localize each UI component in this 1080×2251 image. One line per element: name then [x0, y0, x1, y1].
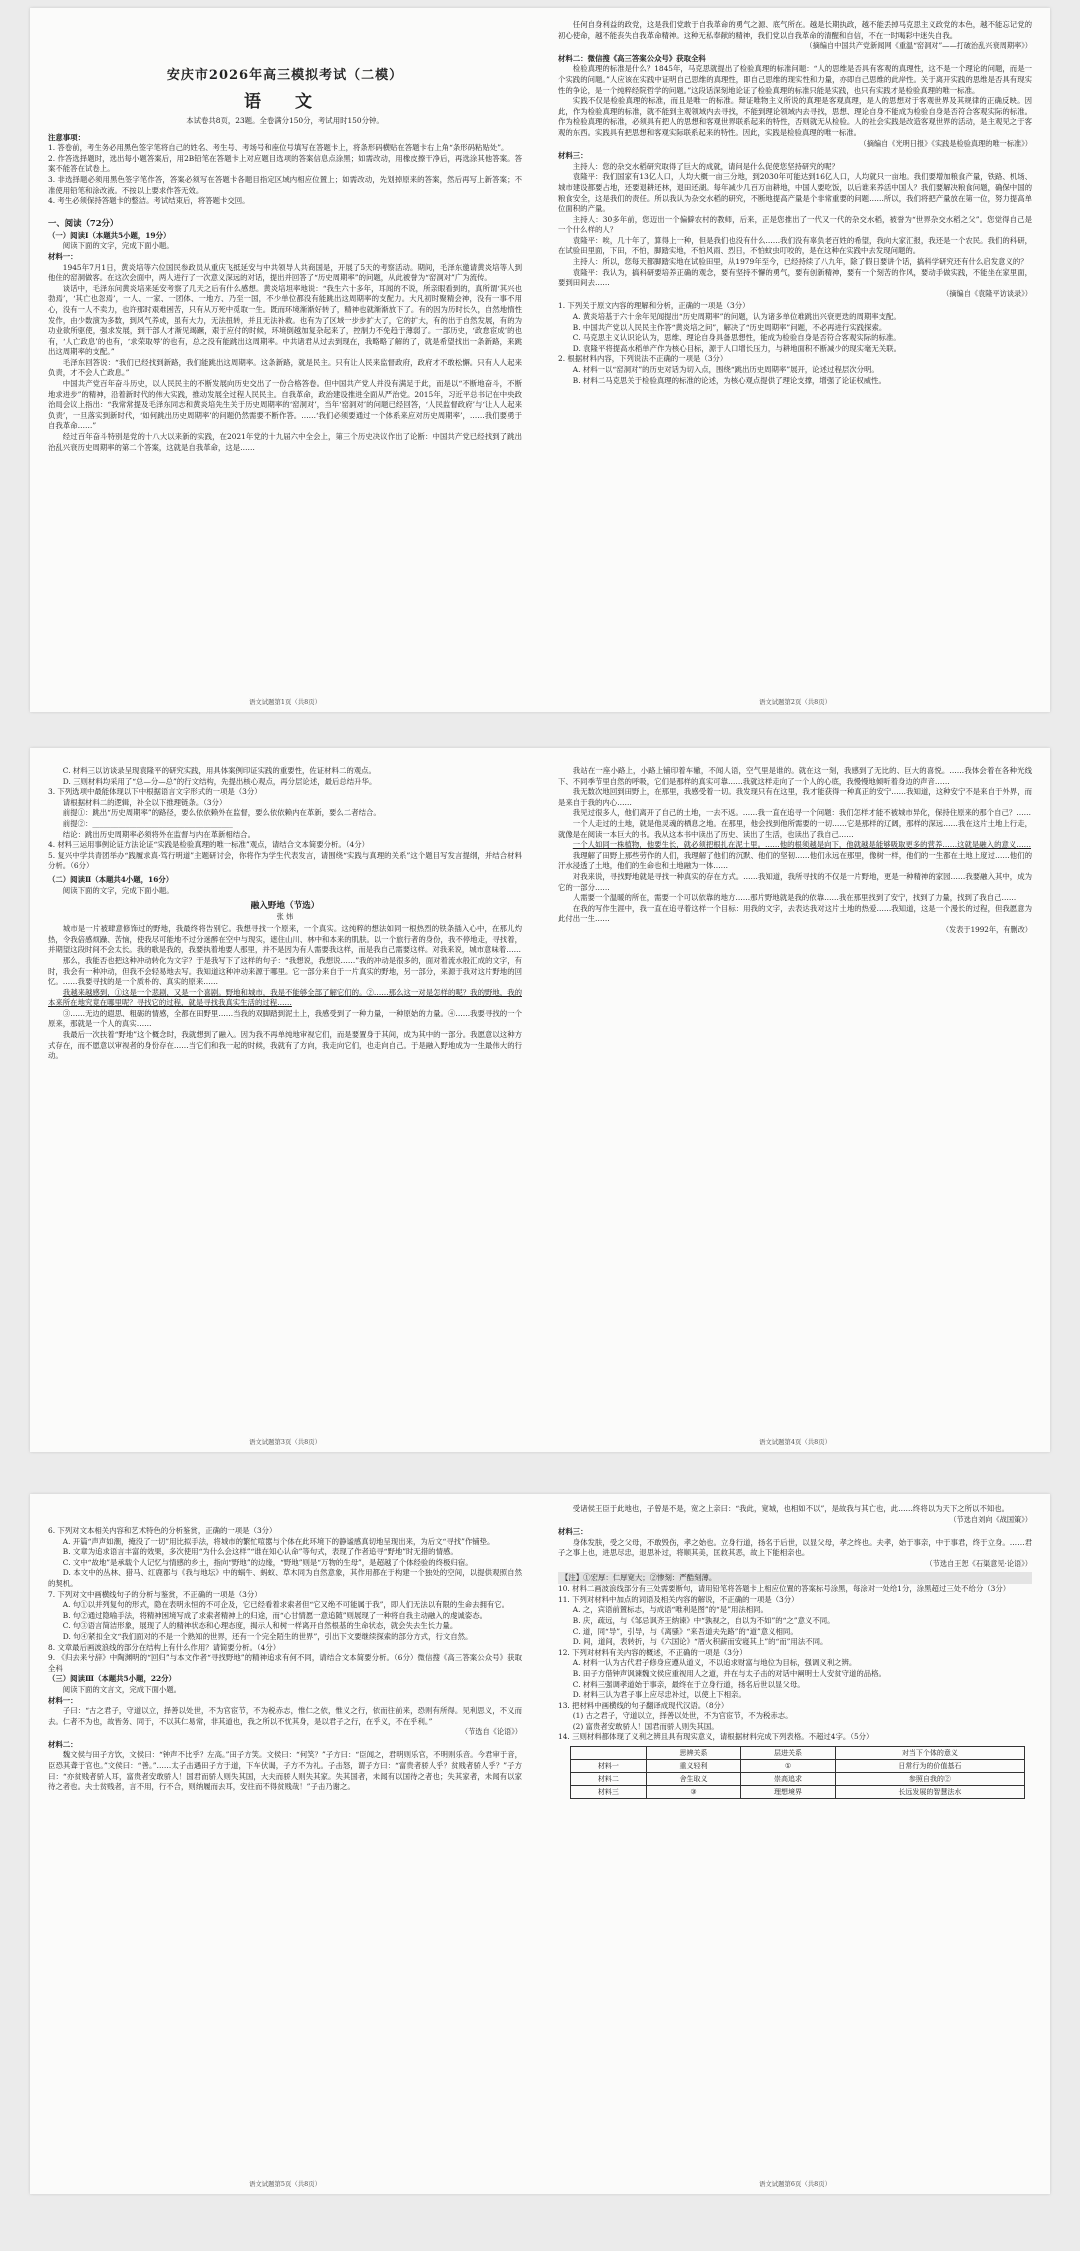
subsection-heading: （二）阅读Ⅱ（本题共4小题，16分） [48, 874, 174, 884]
classical-text: 受诸侯王臣于此地也，子曾是不是，宽之上亲曰：“我此，宽城，也相如不以”，是故我与其亡也，此……终将以为天下之所以不知也。 [572, 1504, 1010, 1513]
passage-paragraph: 1945年7月1日，黄炎培等六位国民参政员从重庆飞抵延安与中共领导人共商国是，开展了5天的考察活动。期间，毛泽东邀请黄炎培等人到他住的窑洞做客。在这次会面中，两人进行了一次意义深远的对话，提出并回答了“历史周期率”的问题，从此被誉为“窑洞对”广为流传。 [48, 262, 522, 283]
table-cell: 参照自我的② [835, 1773, 1024, 1786]
subject-title: 语 文 [244, 92, 326, 112]
option: D. 袁隆平将提高水稻单产作为核心目标，源于人口增长压力，与耕地面积不断减少的现实毫无关联。 [572, 343, 901, 353]
classical-text: 子曰：“古之君子，守道以立，择善以处世，不为官宦节，不为税赤志，惟仁之依，惟义之行，依而往前来，恐则有所得。见利思义，不义而去。仁者不为也，故皆务、同于，不以其仁易常，非其道也，我之所以不忧其身，是以君子之行，在乎义，不在乎利。” [48, 1706, 522, 1726]
reasoning-line: 前提①：跳出“历史周期率”的路径，要么依依赖外在监督，要么依依赖内在革新，要么二者结合。 [62, 808, 381, 818]
table-cell: 长远发展的智慧法水 [835, 1786, 1024, 1799]
table-cell: 日常行为的价值基石 [835, 1760, 1024, 1773]
passage-paragraph: 任何自身利益的政党，这是我们党敢于自我革命的勇气之源、底气所在。越是长期执政，越不能丢掉马克思主义政党的本色，越不能忘记党的初心使命，越不能丧失自我革命精神。这种无私奉献的精神，我们党以自我革命的清醒和自信，不在一时喝彩中迷失自我。 [558, 20, 1032, 40]
question-5: 5. 复兴中学共青团举办“践履求真·笃行明道”主题研讨会，你将作为学生代表发言，请围绕“实践与真理的关系”这个题目写发言提纲，并结合材料分析。（6分） [48, 850, 522, 871]
option: A. 句①以并列复句的形式，隐在表明永恒的不可企及，它已经看着求索者但“它又绝不可能属于我”，即人们无法以有限的生命去拥有它。 [62, 1600, 510, 1610]
source-citation: （发表于1992年，有删改） [941, 924, 1032, 934]
passage-paragraph: 毛泽东回答说：“我们已经找到新路，我们能跳出这周期率。这条新路，就是民主。只有让人民来监督政府，政府才不敢松懈。只有人人起来负责，才不会人亡政息。” [48, 357, 522, 378]
essay-paragraph: 人需要一个温暖的所在，需要一个可以依靠的地方……那片野地就是我的依靠……我在那里找到了安宁，找到了力量，找到了我自己…… [572, 893, 1017, 903]
source-citation: （摘编自中国共产党新闻网《重温“窑洞对”——打破治乱兴衰周期率》） [805, 41, 1032, 51]
page-footer: 语文试题第3页（共8页） [248, 1438, 322, 1446]
essay-paragraph: 我站在一座小路上，小路上铺印着车辙，不闻人语，空气里是谁的。就在这一刻，我感到了无比的、巨大的喜悦。……我体会着在各种光线下、不同季节里自然的呼吸，它们是那样的真实可靠……我就这样走向了一个人的心底，我慢慢地倾听着身边的声音…… [558, 766, 1032, 786]
question-10: 10. 材料二画波浪线部分有三处需要断句，请用铅笔将答题卡上相应位置的答案标号涂黑，每涂对一处给1分，涂黑超过三处不给分（3分） [558, 1584, 1011, 1594]
question-2: 2. 根据材料内容，下列说法不正确的一项是（3分） [558, 354, 728, 364]
instruction: 阅读下面的文字，完成下面小题。 [62, 241, 174, 251]
page3-left-column [30, 1494, 540, 2194]
table-header-cell [571, 1747, 647, 1760]
passage-paragraph: 谈话中，毛泽东问黄炎培来延安考察了几天之后有什么感想。黄炎培坦率地说：“我生六十多年，耳闻的不说，所亲眼看到的，真所谓‘其兴也勃焉’，‘其亡也忽焉’，一人、一家、一团体、一地方、乃至一国，不少单位都没有能跳出这周期率的支配力。大凡初时聚精会神，没有一事不用心，没有一人不卖力，也许那时艰难困苦，只有从万死中觅取一生。既而环境渐渐好转了，精神也就渐渐放下了。有的因为历时长久，自然地惰性发作，由少数演为多数，到风气养成，虽有大力，无法扭转，并且无法补救。也有为了区域一步步扩大了，它的扩大，有的出于自然发展，有的为功业欲所驱使，强求发展，到干部人才渐见竭蹶，艰于应付的时候，环境倒越加复杂起来了，控制力不免趋于薄弱了。一部历史，‘政怠宦成’的也有，‘人亡政息’的也有，‘求荣取辱’的也有，总之没有能跳出这周期率。中共诸君从过去到现在，我略略了解的了，就是希望找出一条新路，来跳出这周期率的支配。” [48, 283, 522, 357]
question-3-text: 请根据材料二的逻辑，补全以下推理链条。（3分） [62, 797, 227, 807]
table-header-cell: 思辨关系 [646, 1747, 741, 1760]
material-heading: 材料一： [48, 251, 78, 261]
question-11: 11. 下列对材料中加点的词语及相关内容的解说，不正确的一项是（3分） [558, 1594, 799, 1604]
source-citation: （摘编自《袁隆平访谈录》） [942, 288, 1032, 298]
question-6: 6. 下列对文本相关内容和艺术特色的分析鉴赏，正确的一项是（3分） [48, 1526, 277, 1535]
option: A. 材料一以“窑洞对”的历史对话为切入点，围绕“跳出历史周期率”展开，论述过程层次分明。 [572, 365, 879, 374]
reasoning-line: 前提②：______________________________________ [62, 818, 233, 828]
instruction: 阅读下面的文字，完成下面小题。 [62, 885, 174, 895]
table-cell: 理想境界 [741, 1786, 836, 1799]
page-footer: 语文试题第5页（共8页） [248, 2180, 322, 2188]
page2-right-column [540, 748, 1050, 1452]
table-cell: 舍生取义 [646, 1773, 741, 1786]
table-header-cell: 层进关系 [741, 1747, 836, 1760]
exam-page-2 [30, 748, 1050, 1452]
page-footer: 语文试题第1页（共8页） [248, 698, 322, 706]
passage-paragraph: 中国共产党百年奋斗历史，以人民民主的不断发展向历史交出了一份合格答卷。但中国共产党人并没有满足于此，而是以“不断地奋斗，不断地求进步”的精神，沿着新时代的伟大实践，推动发展全过程人民民主。自我革命，政治建设推进全面从严治党。2015年，习近平总书记在中央政治局会议上指出：“我常常提及毛泽东同志和黄炎培先生关于历史周期率的‘窑洞对’，当年‘窑洞对’的问题已经回答，‘人民监督政府’与‘让人人起来负责’，一旦落实到新时代，‘如何跳出历史周期率’的问题仍然需要不断作答。……‘我们必须要通过一个体系来应对历史周期率’，……我们要勇于自我革命……” [48, 379, 522, 431]
subsection-heading: （三）阅读Ⅲ（本题共5小题，22分） [48, 1674, 176, 1684]
notice-item: 1. 答卷前，考生务必用黑色签字笔将自己的姓名、考生号、考场号和座位号填写在答题卡上，将条形码横贴在答题卡右上角“条形码粘贴处”。 [48, 143, 509, 153]
option: B. 材料二马克思关于检验真理的标准的论述，为核心观点提供了理论支撑，增强了论证权威性。 [572, 375, 886, 385]
interview-line: 袁隆平：我们国家有13亿人口，人均大概一亩三分地，到2030年可能达到16亿人口，人均就只一亩地。我们要增加粮食产量，铁路、机场、城市建设都要占地，还要退耕还林，退田还湖。每年减少几百万亩耕地，中国人要吃饭，以后谁来养活中国人？我们要解决粮食问题，确保中国的粮食安全，这是我们的责任。所以我认为杂交水稻的研究，不断地提高产量是个非常重要的问题……所以，我们将把产量放在第一位，努力提高单位面积的产量。 [558, 172, 1032, 214]
option: D. 材料三认为君子事上应尽忠补过，以使上下相亲。 [572, 1690, 746, 1700]
essay-paragraph: 我无数次地回到田野上，在那里，我感受着一切。我发现只有在这里，我才能获得一种真正的安宁……我知道，这种安宁不是来自于外界，而是来自于我的内心…… [558, 787, 1032, 807]
passage-paragraph: 实践不仅是检验真理的标准，而且是唯一的标准。辩证唯物主义所说的真理是客观真理，是人的思想对于客观世界及其规律的正确反映。因此，作为检验真理的标准，就不能到主观领域内去寻找，不能到理论领域内去寻找，思想、理论自身不能成为检验自身是否符合客观实际的标准。作为检验真理的标准，必须具有把人的思想和客观世界联系起来的特性，否则就无从检验。人的社会实践是改造客观世界的活动，是主观见之于客观的东西。实践具有把思想和客观实际联系起来的特性。因此，实践是检验真理的唯一标准。 [558, 96, 1032, 137]
table-cell: ① [741, 1760, 836, 1773]
option: B. 中国共产党以人民民主作答“黄炎培之问”，解决了“历史周期率”问题，不必再进行实践探索。 [572, 322, 887, 332]
material-heading: 材料一： [48, 1695, 78, 1705]
source-citation: （节选自《论语》） [460, 1727, 522, 1737]
translation-item: (2) 富贵者安敢骄人！国君而骄人则失其国。 [572, 1721, 719, 1731]
option: C. 材料三以访谈录呈现袁隆平的研究实践，用具体案例印证实践的重要性，佐证材料二的观点。 [62, 766, 376, 775]
material-heading: 材料二：微信搜《高三答案公众号》获取全科 [558, 53, 706, 63]
page-footer: 语文试题第2页（共8页） [758, 698, 832, 706]
essay-paragraph: 我最后一次扶着“野地”这个概念时，我就想到了融入。因为我不再单纯地审视它们，而是要置身于其间，成为其中的一部分。我愿意以这种方式存在，而不愿意以审视者的身份存在……当它们和我一起的时候，我就有了方向，我走向它们，也走向自己。于是融入野地成为一生最伟大的行动。 [48, 1030, 522, 1061]
annotation-note: 【注】①宏厚：仁厚宽大；②惨刻：严酷刻薄。 [558, 1572, 1032, 1585]
interview-line: 袁隆平：我认为，搞科研要培养正确的观念，要有坚持不懈的勇气，要有创新精神，要有一个刻苦的作风，要动手做实践，不能坐在家里面，要到田间去…… [558, 267, 1032, 288]
option: B. 田子方借钟声讽谏魏文侯应重视用人之道，并在与太子击的对话中阐明士人安贫守道的品格。 [572, 1668, 886, 1678]
instruction: 阅读下面的文言文，完成下面小题。 [62, 1684, 182, 1694]
exam-page-3 [30, 1494, 1050, 2194]
page1-right-column [540, 8, 1050, 712]
question-13: 13. 把材料中画横线的句子翻译成现代汉语。（8分） [558, 1700, 729, 1710]
page-footer: 语文试题第4页（共8页） [758, 1438, 832, 1446]
essay-title: 融入野地（节选） [250, 901, 320, 912]
option: A. 开篇“声声如潮，掩没了一切”用比拟手法，将城市的繁忙喧嚣与个体在此环境下的静谧感真切地呈现出来，为后文“寻找”作铺垫。 [62, 1536, 495, 1546]
table-row [571, 1773, 1025, 1786]
essay-paragraph: 我见过很多人，他们离开了自己的土地，一去不返。……我一直在追寻一个问题：我们怎样才能不被城市异化，保持住原来的那个自己？…… [572, 808, 1032, 818]
passage-paragraph: 经过百年奋斗特别是党的十八大以来新的实践，在2021年党的十九届六中全会上，第三个历史决议作出了论断：中国共产党已经找到了跳出治乱兴衰历史周期率的第二个答案，这就是自我革命，这是…… [48, 432, 522, 452]
notice-item: 2. 作答选择题时，选出每小题答案后，用2B铅笔在答题卡上对应题目选项的答案信息点涂黑；如需改动，用橡皮擦干净后，再选涂其他答案。答案不能答在试卷上。 [48, 153, 522, 174]
table-cell: 材料三 [571, 1786, 647, 1799]
option: B. 庆，疏远，与《邹忌讽齐王纳谏》中“孰视之，自以为不如”的“之”意义不同。 [572, 1615, 835, 1625]
question-12: 12. 下列对材料有关内容的概述，不正确的一项是（3分） [558, 1647, 747, 1657]
essay-paragraph: ③……无边的遐思、粗砺的情感，全都在田野里……当我的双脚踏到泥土上，我感受到了一种力量，一种原始的力量。④……我要寻找的一个原来，那就是一个人的真实…… [48, 1008, 522, 1029]
option: D. 间，道间，表转折，与《六国论》“厝火积薪而安寝其上”的“而”用法不同。 [572, 1637, 828, 1647]
option: A. 之，宾语前置标志，与成语“唯利是图”的“是”用法相同。 [572, 1605, 768, 1615]
page1-left-column [30, 8, 540, 712]
question-14: 14. 三则材料都体现了义利之辨且具有现实意义，请根据材料完成下列表格。不超过4字。（5分） [558, 1732, 874, 1742]
essay-paragraph: 对我来说，寻找野地就是寻找一种真实的存在方式。……我知道，我所寻找的不仅是一片野地，更是一种精神的家园……我要融入其中，成为它的一部分…… [558, 871, 1032, 892]
notice-item: 3. 非选择题必须用黑色签字笔作答，答案必须写在答题卡各题目指定区域内相应位置上；如需改动，先划掉原来的答案，然后再写上新答案；不准使用铅笔和涂改液。不按以上要求作答无效。 [48, 174, 522, 195]
exam-page-1 [30, 8, 1050, 712]
table-cell: ③ [646, 1786, 741, 1799]
material-heading: 材料三： [558, 1527, 588, 1537]
question-3: 3. 下列选项中最能体现以下中根据语言文字形式的一项是（3分） [48, 787, 262, 797]
passage-paragraph: 检验真理的标准是什么？1845年，马克思就提出了检验真理的标准问题：“人的思维是否具有客观的真理性，这不是一个理论的问题，而是一个实践的问题。”人应该在实践中证明自己思维的真理性，即自己思维的现实性和力量，亦即自己思维的此岸性。关于离开实践的思维是否具有现实性的争论，是一个纯粹经院哲学的问题。”这段话深刻地论证了检验真理的标准只能是实践，也只有实践才是检验真理的唯一标准。 [558, 64, 1032, 95]
option: C. 材料三强调孝道始于事亲，最终在于立身行道，扬名后世以显父母。 [572, 1679, 805, 1689]
option: D. 本文中的丛林、猎马、红鹿都与《我与地坛》中的蜗牛、蚂蚁、草木同为自然意象，其作用都在于构建一个独处的空间，以提供观照自然的契机。 [48, 1568, 522, 1588]
question-4: 4. 材料三运用事例论证方法论证“实践是检验真理的唯一标准”观点，请结合文本简要分析。（4分） [48, 840, 369, 850]
source-citation: （摘编自《光明日报》《实践是检验真理的唯一标准》） [859, 138, 1032, 148]
table-row [571, 1786, 1025, 1799]
question-9: 9. 《归去来兮辞》中陶渊明的“回归”与本文作者“寻找野地”的精神追求有何不同，请结合文本简要分析。（6分）微信搜《高三答案公众号》获取全科 [48, 1653, 522, 1673]
material-heading: 材料二： [48, 1739, 78, 1749]
classical-text: 身体发肤，受之父母，不敢毁伤，孝之始也。立身行道，扬名于后世，以显父母，孝之终也。夫孝，始于事亲，中于事君，终于立身。……君子之事上也，进思尽忠，退思补过，将顺其美，匡救其恶，故上下能相亲也。 [558, 1537, 1032, 1558]
question-7: 7. 下列对文中画横线句子的分析与鉴赏，不正确的一项是（3分） [48, 1589, 262, 1599]
source-citation: （节选自王恕《石渠意见·论语》） [925, 1558, 1032, 1568]
table-row [571, 1760, 1025, 1773]
option: C. 道，同“导”，引导，与《离骚》“来吾道夫先路”的“道”意义相同。 [572, 1626, 798, 1636]
option: A. 黄炎培基于六十余年见闻提出“历史周期率”的问题，认为诸多单位难跳出兴衰更迭的周期率支配。 [572, 312, 901, 322]
essay-paragraph: 那么，我能否也把这种冲动转化为文字？于是我写下了这样的句子：“我想说，我想说……”我的冲动是很多的，面对着流水般汇成的文字，有时，我会有一种冲动，但我不会轻易地去写。我知道这种冲动来源于哪里。它一部分来自于一片真实的野地，另一部分，来源于我对这片野地的回忆。……我要寻找的是一个质朴的、真实的原来…… [48, 955, 522, 987]
page3-right-column [540, 1494, 1050, 2194]
option: D. 三则材料均采用了“总—分—总”的行文结构，先提出核心观点，再分层论述，最后总结升华。 [62, 776, 377, 786]
page2-left-column [30, 748, 540, 1452]
option: C. 马克思主义认识论认为，思维、理论自身具备思想性，能成为检验自身是否符合客观实际的标准。 [572, 333, 901, 343]
interview-line: 主持人：所以，您每天都脚踏实地在试验田里，从1979年至今，已经持续了八九年，除了假日要讲个话，搞科学研究还有什么启发意义的？ [572, 257, 1028, 267]
exam-title: 安庆市2026年高三模拟考试（二模） [166, 68, 404, 83]
option: B. 句②通过隐喻手法，将精神困境写成了求索者精神上的归途，而“心甘情愿一意追随”则展现了一种将自我主动融入的虔诚姿态。 [62, 1610, 487, 1620]
exam-info: 本试卷共8页，23题。全卷满分150分，考试用时150分钟。 [186, 116, 384, 125]
table-header-cell: 对当下个体的意义 [835, 1747, 1024, 1760]
essay-paragraph: 一个人走过的土地，就是他灵魂的栖息之地。在那里，他会找到他所需要的一切……它是那样的辽阔，那样的深远……我在这片土地上行走，就像是在阅读一本巨大的书。我从这本书中读出了历史、读出了生活，也读出了我自己…… [558, 818, 1032, 839]
table-cell: 崇高追求 [741, 1773, 836, 1786]
table-cell: 材料二 [571, 1773, 647, 1786]
material-heading: 材料三： [558, 151, 588, 161]
table-cell: 重义轻利 [646, 1760, 741, 1773]
essay-author: 张 炜 [276, 912, 294, 922]
question-1: 1. 下列关于原文内容的理解和分析，正确的一项是（3分） [558, 301, 750, 311]
interview-line: 主持人：30多年前，您迈出一个偏僻农村的教师，后来，正是您推出了一代又一代的杂交水稻，被誉为“世界杂交水稻之父”。您觉得自己是一个什么样的人？ [558, 214, 1032, 235]
subsection-heading: （一）阅读Ⅰ（本题共5小题，19分） [48, 230, 171, 240]
option: C. 句③语言简洁形象，展现了人的精神状态和心理态度，揭示人和树一样离开自然根基的生命状态，就会失去生长力量。 [62, 1621, 458, 1631]
essay-paragraph-underlined: 一个人如同一株植物，他要生长，就必须把根扎在泥土里。……他的根须越是向下，他就越是能够吸取更多的营养……这就是融入的意义…… [572, 840, 1032, 850]
page-footer: 语文试题第6页（共8页） [758, 2180, 832, 2188]
option: B. 文章为追求语言丰富的效果，多次使用“为什么会这样”“谁在知心认命”等句式，表现了作者追寻“野地”时无措的情感。 [62, 1547, 458, 1557]
answer-table [570, 1746, 1025, 1799]
question-8: 8. 文章最后画波浪线的部分在结构上有什么作用？请简要分析。（4分） [48, 1642, 281, 1652]
translation-item: (1) 古之君子，守道以立，择善以处世，不为官宦节，不为税赤志。 [572, 1711, 793, 1721]
essay-paragraph-underlined: 我越来越感到，①这是一个悲剧，又是一个喜剧。野地和城市，我是不能够全部了解它们的。②……那么这一对是怎样的呢？我的野地，我的本来所在地究竟在哪里呢？寻找它的过程，就是寻找我真实生活的过程…… [48, 987, 522, 1008]
option: A. 材料一认为古代君子修身应遵从道义，不以追求财富与地位为目标，强调义利之辨。 [572, 1658, 857, 1668]
essay-paragraph: 我理解了田野上那些劳作的人们，我理解了他们的沉默、他们的坚韧……他们永远在那里，像树一样，他们的一生都在土地上度过……他们的汗水浸透了土地，他们的生命也和土地融为一体…… [558, 850, 1032, 871]
notice-heading: 注意事项： [48, 132, 85, 142]
table-cell: 材料一 [571, 1760, 647, 1773]
essay-paragraph: 城市是一片被肆意修饰过的野地，我最终将告别它。我想寻找一个原来，一个真实。这纯粹的想法如同一根热烈的铁条插入心中，在那儿灼热，令我倍感烦躁、苦恼，使我尽可能地不过分迷醉在空中与现实，遮住山川、林中和本来的肌肤。以一个旅行者的身份，我不停地走，寻找着，并期望这段时间不会太长。我的歌是我的，我要执着地要人那里，并不是因为有人需要我这样，而是我自己需要这样。对我来说，城市意味着…… [48, 924, 522, 955]
table-header-row [571, 1747, 1025, 1760]
interview-line: 袁隆平：唉，几十年了，算得上一种，但是我们也没有什么……我们没有辜负老百姓的希望，我向大家汇报，我还是一个农民。我们的科研，在试验田里面，下田，不怕，脚踏实地，不怕风雨、烈日，不怕蚊虫叮咬的，是在这种在实践中去发现问题的。 [558, 235, 1032, 256]
reasoning-line: 结论：跳出历史周期率必须将外在监督与内在革新相结合。 [62, 829, 255, 839]
option: D. 句④紧扣全文“我们面对的不是一个熟知的世界，还有一个完全陌生的世界”，引出下文要继续探索的部分方式，行文自然。 [62, 1631, 473, 1641]
interview-line: 主持人：您的杂交水稻研究取得了巨大的成就，请问是什么促使您坚持研究的呢？ [572, 161, 839, 171]
source-citation: （节选自刘向《战国策》） [949, 1514, 1032, 1524]
essay-paragraph: 在我的写作生涯中，我一直在追寻着这样一个目标：用我的文字，去表达我对这片土地的热爱……我知道，这是一个漫长的过程，但我愿意为此付出一生…… [558, 903, 1032, 924]
classical-text: 魏文侯与田子方饮，文侯曰：“钟声不比乎？左高。”田子方笑。文侯曰：“何笑？”子方曰：“臣闻之，君明则乐官，不明则乐音。今君审于音，臣恐其聋于官也。”文侯曰：“善。”……太子击遇田子方于道，下车伏谒，子方不为礼。子击怒，谓子方曰：“富贵者骄人乎？贫贱者骄人乎？”子方曰：“亦贫贱者骄人耳，富贵者安敢骄人！国君而骄人则失其国，大夫而骄人则失其家。失其国者，未闻有以国待之者也；失其家者，未闻有以家待之者也。夫士贫贱者，言不用，行不合，则纳履而去耳，安往而不得贫贱哉！”子击乃谢之。 [48, 1750, 522, 1792]
section-heading: 一、阅读（72分） [48, 217, 119, 228]
notice-item: 4. 考生必须保持答题卡的整洁。考试结束后，将答题卡交回。 [48, 196, 250, 206]
option: C. 文中“故地”是承载个人记忆与情感的乡土，指向“野地”的边缘，“野地”则是“万物的生母”，是超越了个体经验的终极归宿。 [62, 1557, 473, 1567]
